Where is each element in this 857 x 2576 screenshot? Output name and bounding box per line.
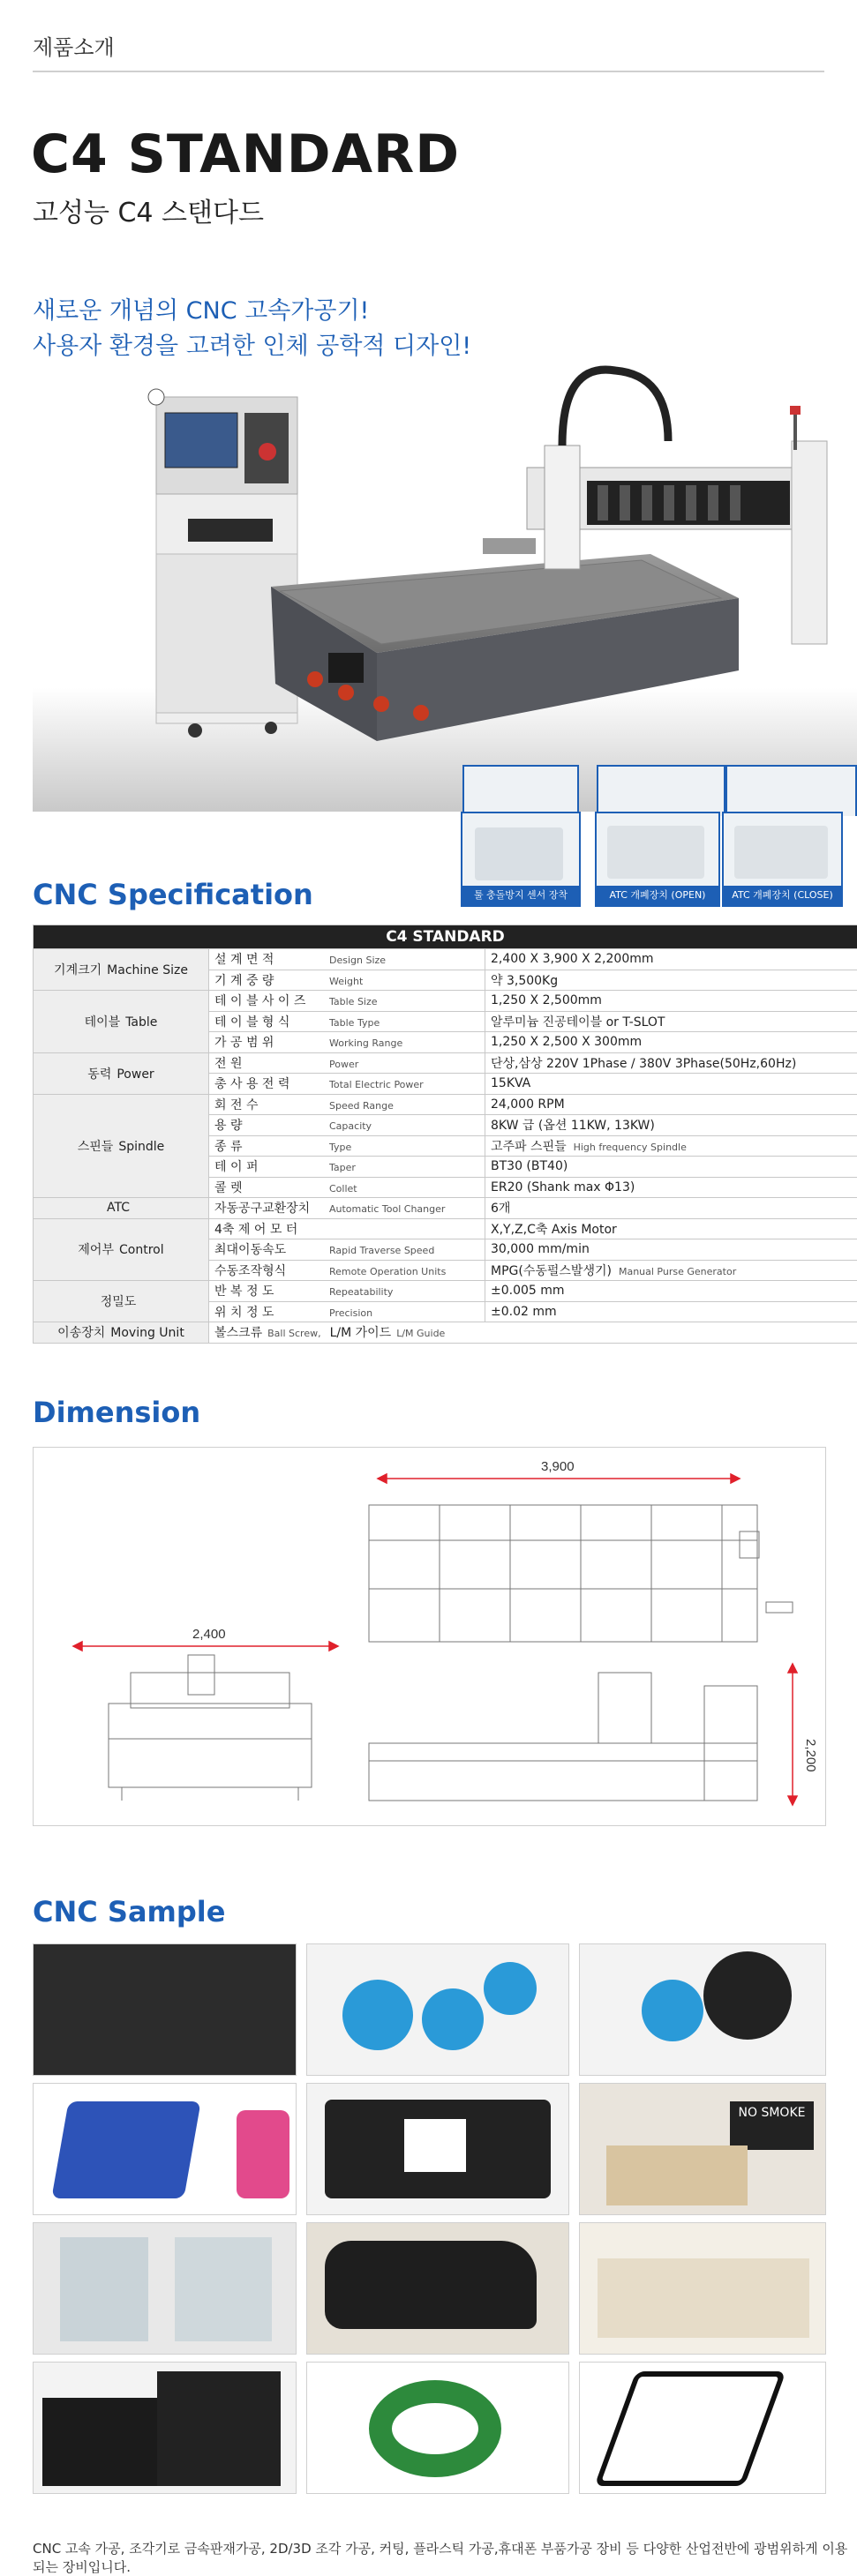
spec-group-label bbox=[34, 1281, 209, 1322]
spec-item-label bbox=[209, 1074, 485, 1095]
spec-item-ko: 기 계 중 량 bbox=[214, 971, 329, 989]
spec-group-label bbox=[34, 1218, 209, 1281]
spec-item-en: Rapid Traverse Speed bbox=[329, 1245, 434, 1256]
spec-item-ko: 위 치 정 도 bbox=[214, 1303, 329, 1321]
spec-item-label bbox=[209, 1011, 485, 1032]
sample-wood-holder bbox=[579, 2083, 826, 2215]
spec-group-name: 이송장치 bbox=[57, 1326, 105, 1340]
sample-acrylic-letters bbox=[33, 2083, 297, 2215]
spec-item-label bbox=[209, 1115, 485, 1136]
sample-lion-sign bbox=[306, 2222, 569, 2355]
spec-item-label bbox=[209, 949, 485, 970]
spec-item-value bbox=[485, 949, 857, 970]
spec-item-en: Power bbox=[329, 1059, 358, 1070]
dimension-heading: Dimension bbox=[33, 1396, 200, 1429]
spec-group-en: Spindle bbox=[118, 1140, 164, 1154]
spec-item-en: Total Electric Power bbox=[329, 1079, 424, 1090]
spec-value-text: 단상,삼상 220V 1Phase / 380V 3Phase(50Hz,60Hz) bbox=[491, 1057, 796, 1071]
spec-item-ko: 반 복 정 도 bbox=[214, 1282, 329, 1299]
spec-value-text: 15KVA bbox=[491, 1076, 530, 1090]
sample-grid bbox=[33, 1943, 824, 2526]
spec-group-name: 동력 bbox=[87, 1067, 111, 1082]
machine-illustration bbox=[33, 335, 857, 816]
dimension-drawing bbox=[34, 1448, 825, 1825]
spec-value-text: 알루미늄 진공테이블 or T-SLOT bbox=[491, 1015, 665, 1030]
spec-item-ko: 수동조작형식 bbox=[214, 1262, 329, 1279]
spec-group-name: 테이블 bbox=[85, 1015, 121, 1030]
spec-item-value bbox=[485, 1032, 857, 1053]
spec-group-label bbox=[34, 1198, 209, 1219]
spec-group-name: 기계크기 bbox=[54, 963, 101, 977]
spec-item-ko: 자동공구교환장치 bbox=[214, 1199, 329, 1217]
spec-item-ko2: L/M 가이드 bbox=[330, 1326, 392, 1340]
spec-item-en: Collet bbox=[329, 1183, 357, 1194]
divider bbox=[33, 71, 824, 72]
spec-item-label bbox=[209, 991, 485, 1012]
spec-item-en: Type bbox=[329, 1142, 351, 1153]
thumbnail-collision-sensor bbox=[463, 766, 578, 816]
spec-value-text: 6개 bbox=[491, 1202, 510, 1216]
spec-value-text: 고주파 스핀들 bbox=[491, 1140, 567, 1154]
spec-item-value bbox=[485, 1052, 857, 1074]
spec-item-ko: 종 류 bbox=[214, 1137, 329, 1155]
spec-group-label bbox=[34, 1052, 209, 1094]
sample-plaques bbox=[33, 2222, 297, 2355]
spec-item-value bbox=[485, 1094, 857, 1115]
sample-plastic-parts bbox=[579, 1943, 826, 2076]
spec-group-en: Power bbox=[117, 1067, 154, 1082]
spec-item-label bbox=[209, 1239, 485, 1261]
spec-group-name: 제어부 bbox=[78, 1243, 114, 1257]
dim-depth-label: 2,400 bbox=[192, 1627, 226, 1642]
spec-item-en: Repeatability bbox=[329, 1286, 393, 1298]
spec-value-en: Manual Purse Generator bbox=[619, 1266, 736, 1277]
spec-item-value bbox=[485, 1135, 857, 1157]
spec-row bbox=[34, 1198, 857, 1219]
sample-phone-glass bbox=[579, 2362, 826, 2494]
spec-item-value bbox=[485, 1260, 857, 1281]
spec-item-ko: 용 량 bbox=[214, 1116, 329, 1134]
spec-item-en: Design Size bbox=[329, 955, 386, 966]
spec-item-value bbox=[485, 1177, 857, 1198]
spec-item-ko: 4축 제 어 모 터 bbox=[214, 1220, 329, 1238]
spec-row bbox=[34, 1322, 857, 1344]
spec-group-en: Moving Unit bbox=[110, 1326, 184, 1340]
spec-item-ko: 테 이 블 사 이 즈 bbox=[214, 992, 329, 1009]
spec-group-en: Machine Size bbox=[107, 963, 188, 977]
spec-item-label bbox=[209, 1301, 485, 1322]
spec-item-en: Automatic Tool Changer bbox=[329, 1203, 445, 1215]
thumb-caption: ATC 개폐장치 (CLOSE) bbox=[724, 886, 841, 905]
thumbnail-atc-close bbox=[726, 766, 856, 816]
spec-value-text: 1,250 X 2,500 X 300mm bbox=[491, 1035, 642, 1049]
spec-item-en2: L/M Guide bbox=[396, 1328, 445, 1339]
spec-table-wrap bbox=[33, 925, 857, 1344]
tagline-2: 사용자 환경을 고려한 인체 공학적 디자인! bbox=[33, 326, 471, 361]
spec-item-ko: 가 공 범 위 bbox=[214, 1033, 329, 1051]
spec-value-text: X,Y,Z,C축 Axis Motor bbox=[491, 1223, 617, 1237]
spec-item-en: Table Size bbox=[329, 996, 378, 1007]
spec-value-text: 2,400 X 3,900 X 2,200mm bbox=[491, 952, 654, 966]
spec-item-en: Speed Range bbox=[329, 1100, 394, 1112]
spec-item-value bbox=[485, 1239, 857, 1261]
tagline-1: 새로운 개념의 CNC 고속가공기! bbox=[33, 291, 369, 326]
spec-value-text: ER20 (Shank max Φ13) bbox=[491, 1180, 635, 1194]
spec-item-value bbox=[485, 970, 857, 991]
spec-item-label bbox=[209, 1218, 485, 1239]
spec-item-label bbox=[209, 1052, 485, 1074]
spec-heading: CNC Specification bbox=[33, 878, 313, 911]
spec-item-label bbox=[209, 1094, 485, 1115]
spec-item-label bbox=[209, 1157, 485, 1178]
sample-black-cases bbox=[33, 2362, 297, 2494]
spec-item-value bbox=[485, 1011, 857, 1032]
thumb-caption: 툴 충돌방지 센서 장착 bbox=[462, 886, 579, 905]
thumb-atc-close-card bbox=[722, 812, 843, 907]
spec-row bbox=[34, 991, 857, 1012]
spec-item-en: Precision bbox=[329, 1307, 372, 1319]
spec-item-label bbox=[209, 1281, 485, 1302]
spec-value-text: BT30 (BT40) bbox=[491, 1159, 568, 1173]
spec-group-name: 스핀들 bbox=[78, 1140, 114, 1154]
spec-table bbox=[33, 925, 857, 1344]
thumb-caption: ATC 개폐장치 (OPEN) bbox=[597, 886, 718, 905]
spec-item-ko: 설 계 면 적 bbox=[214, 950, 329, 968]
spec-item-label bbox=[209, 1260, 485, 1281]
dim-height-label: 2,200 bbox=[803, 1739, 818, 1772]
spec-value-text: 24,000 RPM bbox=[491, 1097, 565, 1112]
spec-group-name: ATC bbox=[107, 1201, 130, 1215]
dimension-drawing-box bbox=[33, 1447, 826, 1826]
spec-group-name: 정밀도 bbox=[101, 1295, 137, 1309]
spec-item-ko: 테 이 블 형 식 bbox=[214, 1013, 329, 1030]
sample-heading: CNC Sample bbox=[33, 1895, 225, 1928]
sample-footer-note: CNC 고속 가공, 조각기로 금속판재가공, 2D/3D 조각 가공, 커팅, 플라스틱 가공,휴대폰 부품가공 장비 등 다양한 산업전반에 광범위하게 이용되는 장비입니다. bbox=[33, 2539, 857, 2576]
spec-value-text: ±0.02 mm bbox=[491, 1305, 557, 1319]
spec-item-value bbox=[485, 1198, 857, 1219]
spec-item-label bbox=[209, 1032, 485, 1053]
thumbnail-atc-open bbox=[598, 766, 725, 816]
spec-item-value bbox=[485, 1115, 857, 1136]
spec-item-label bbox=[209, 1322, 857, 1344]
spec-item-value bbox=[485, 1301, 857, 1322]
spec-item-ko: 볼스크류 bbox=[214, 1323, 262, 1341]
spec-item-ko: 회 전 수 bbox=[214, 1096, 329, 1113]
spec-group-label bbox=[34, 1094, 209, 1198]
spec-item-label bbox=[209, 970, 485, 991]
spec-group-label bbox=[34, 949, 209, 991]
spec-group-en: Table bbox=[125, 1015, 157, 1030]
spec-row bbox=[34, 949, 857, 970]
sample-green-logo bbox=[306, 2362, 569, 2494]
model-title: C4 STANDARD bbox=[31, 124, 460, 185]
spec-value-en: High frequency Spindle bbox=[574, 1142, 687, 1153]
spec-value-text: 약 3,500Kg bbox=[491, 974, 558, 988]
spec-item-value bbox=[485, 1157, 857, 1178]
spec-item-en: Ball Screw, bbox=[267, 1328, 320, 1339]
spec-item-ko: 총 사 용 전 력 bbox=[214, 1075, 329, 1092]
sample-black-tray bbox=[306, 2083, 569, 2215]
spec-row bbox=[34, 1094, 857, 1115]
spec-value-text: 1,250 X 2,500mm bbox=[491, 993, 602, 1007]
section-label: 제품소개 bbox=[33, 30, 115, 61]
spec-item-label bbox=[209, 1177, 485, 1198]
spec-item-ko: 전 원 bbox=[214, 1054, 329, 1072]
spec-item-en: Taper bbox=[329, 1162, 356, 1173]
sample-pencil-holders bbox=[579, 2222, 826, 2355]
spec-item-value bbox=[485, 1281, 857, 1302]
spec-value-text: 8KW 급 (옵션 11KW, 13KW) bbox=[491, 1119, 655, 1133]
spec-item-ko: 최대이동속도 bbox=[214, 1240, 329, 1258]
sign-text: NO SMOKE bbox=[730, 2101, 814, 2150]
spec-value-text: MPG(수동펄스발생기) bbox=[491, 1264, 612, 1278]
spec-item-ko: 콜 렛 bbox=[214, 1179, 329, 1196]
spec-group-label bbox=[34, 1322, 209, 1344]
spec-row bbox=[34, 1218, 857, 1239]
spec-item-value bbox=[485, 1218, 857, 1239]
model-subtitle: 고성능 C4 스탠다드 bbox=[33, 191, 264, 229]
spec-item-ko: 테 이 퍼 bbox=[214, 1157, 329, 1175]
spec-value-text: ±0.005 mm bbox=[491, 1284, 565, 1298]
spec-row bbox=[34, 1052, 857, 1074]
spec-item-en: Capacity bbox=[329, 1120, 372, 1132]
thumb-atc-open-card bbox=[595, 812, 720, 907]
spec-item-label bbox=[209, 1135, 485, 1157]
spec-table-head: C4 STANDARD bbox=[34, 925, 857, 949]
spec-item-en: Working Range bbox=[329, 1037, 402, 1049]
spec-item-value bbox=[485, 1074, 857, 1095]
spec-item-value bbox=[485, 991, 857, 1012]
spec-item-en: Table Type bbox=[329, 1017, 380, 1029]
dim-width-label: 3,900 bbox=[541, 1459, 575, 1474]
spec-item-en: Remote Operation Units bbox=[329, 1266, 446, 1277]
spec-group-en: Control bbox=[119, 1243, 164, 1257]
sample-engraved-metal bbox=[33, 1943, 297, 2076]
thumb-sensor-card bbox=[461, 812, 581, 907]
spec-group-label bbox=[34, 991, 209, 1053]
spec-item-label bbox=[209, 1198, 485, 1219]
spec-row bbox=[34, 1281, 857, 1302]
spec-value-text: 30,000 mm/min bbox=[491, 1242, 590, 1256]
sample-blue-wheels bbox=[306, 1943, 569, 2076]
spec-item-en: Weight bbox=[329, 976, 363, 987]
